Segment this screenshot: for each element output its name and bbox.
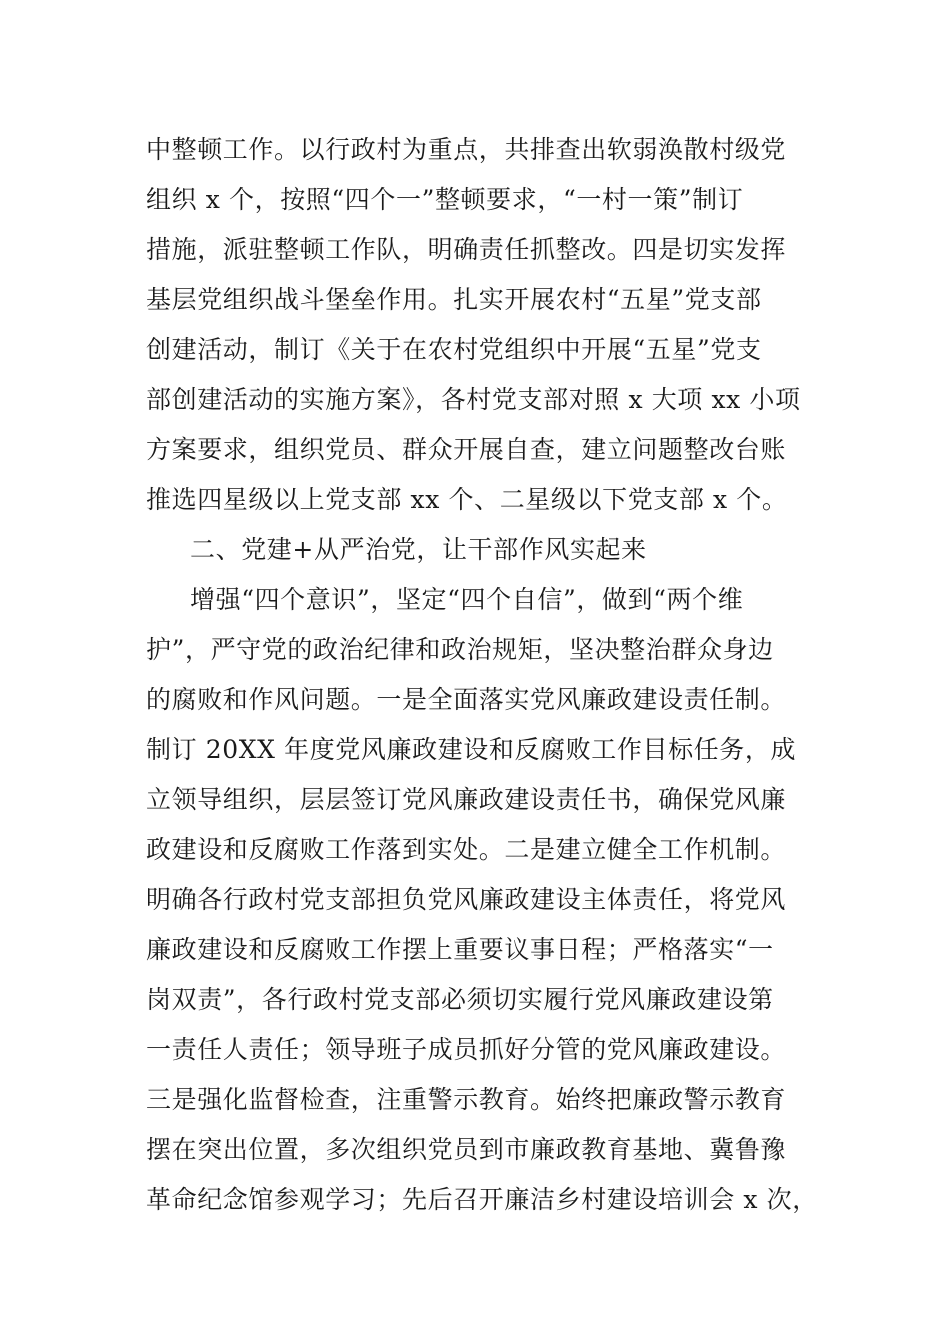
paragraph-line: 的腐败和作风问题。一是全面落实党风廉政建设责任制。 [146, 685, 787, 714]
paragraph-line: 明确各行政村党支部担负党风廉政建设主体责任，将党风 [146, 885, 787, 914]
section-heading: 二、党建+从严治党，让干部作风实起来 [190, 535, 647, 564]
paragraph-line: 摆在突出位置，多次组织党员到市廉政教育基地、冀鲁豫 [146, 1135, 787, 1164]
paragraph-line: 部创建活动的实施方案》，各村党支部对照 x 大项 xx 小项 [146, 385, 801, 414]
paragraph-line: 制订 20XX 年度党风廉政建设和反腐败工作目标任务，成 [146, 735, 797, 764]
paragraph-line: 基层党组织战斗堡垒作用。扎实开展农村“五星”党支部 [146, 285, 762, 314]
paragraph-line: 方案要求，组织党员、群众开展自查，建立问题整改台账 [146, 435, 787, 464]
paragraph-line: 一责任人责任；领导班子成员抓好分管的党风廉政建设。 [146, 1035, 787, 1064]
paragraph-line: 三是强化监督检查，注重警示教育。始终把廉政警示教育 [146, 1085, 787, 1114]
paragraph-line: 岗双责”，各行政村党支部必须切实履行党风廉政建设第 [146, 985, 774, 1014]
paragraph-line: 立领导组织，层层签订党风廉政建设责任书，确保党风廉 [146, 785, 787, 814]
paragraph-line: 政建设和反腐败工作落到实处。二是建立健全工作机制。 [146, 835, 787, 864]
paragraph-line: 创建活动，制订《关于在农村党组织中开展“五星”党支 [146, 335, 762, 364]
paragraph-line: 护”，严守党的政治纪律和政治规矩，坚决整治群众身边 [146, 635, 774, 664]
paragraph-line: 廉政建设和反腐败工作摆上重要议事日程；严格落实“一 [146, 935, 774, 964]
paragraph-line: 措施，派驻整顿工作队，明确责任抓整改。四是切实发挥 [146, 235, 787, 264]
paragraph-line: 中整顿工作。以行政村为重点，共排查出软弱涣散村级党 [146, 135, 787, 164]
paragraph-line: 推选四星级以上党支部 xx 个、二星级以下党支部 x 个。 [146, 485, 788, 514]
paragraph-line: 革命纪念馆参观学习；先后召开廉洁乡村建设培训会 x 次， [146, 1185, 818, 1214]
paragraph-line: 组织 x 个，按照“四个一”整顿要求，“一村一策”制订 [146, 185, 744, 214]
paragraph-line: 增强“四个意识”，坚定“四个自信”，做到“两个维 [190, 585, 744, 614]
